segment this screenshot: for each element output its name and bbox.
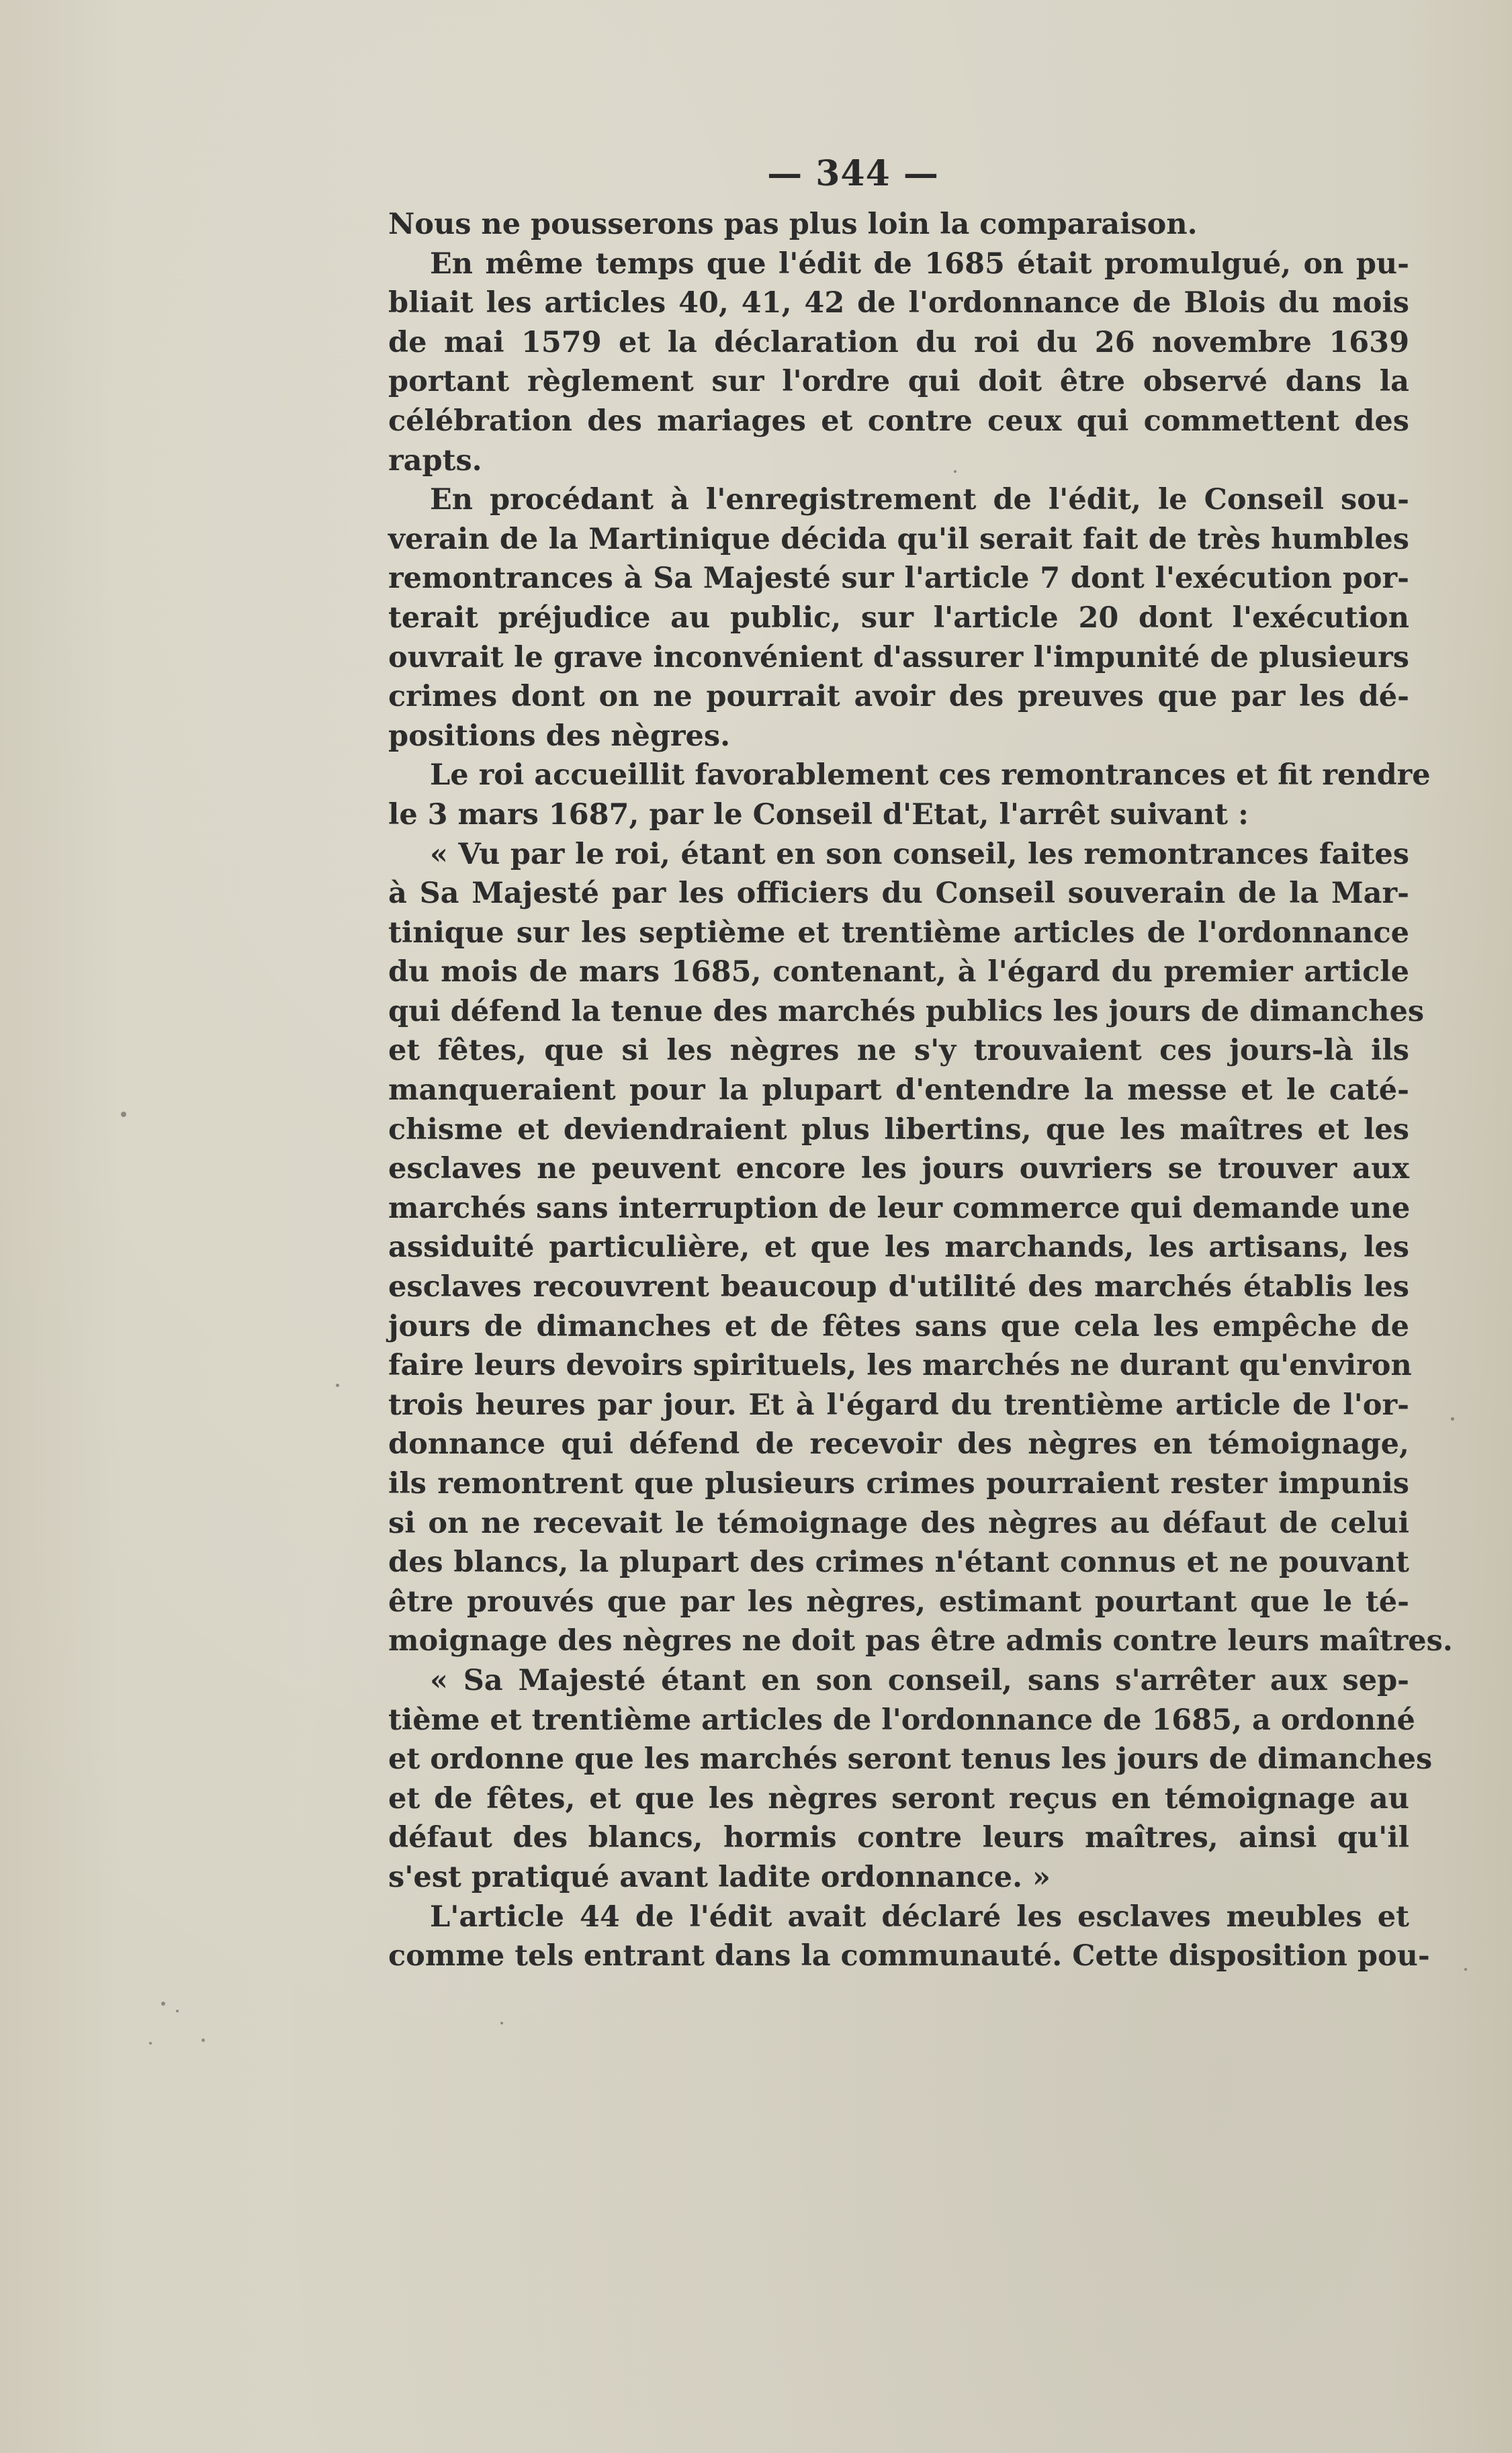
text-line: à Sa Majesté par les officiers du Conseil souverain de la Mar- [388, 877, 1409, 911]
text-line: ouvrait le grave inconvénient d'assurer l'impunité de plusieurs [388, 640, 1409, 674]
text-line: et ordonne que les marchés seront tenus les jours de dimanches [388, 1742, 1433, 1777]
text-line: remontrances à Sa Majesté sur l'article 7 dont l'exécution por- [388, 562, 1409, 596]
page-number: — 344 — [767, 153, 939, 194]
text-line: Le roi accueillit favorablement ces remontrances et fit rendre [430, 758, 1431, 793]
text-line: de mai 1579 et la déclaration du roi du 26 novembre 1639 [388, 325, 1409, 359]
text-line: verain de la Martinique décida qu'il serait fait de très humbles [388, 522, 1409, 556]
text-line: Nous ne pousserons pas plus loin la comparaison. [388, 208, 1198, 241]
text-line: portant règlement sur l'ordre qui doit être observé dans la [388, 365, 1409, 399]
text-line: manqueraient pour la plupart d'entendre la messe et le caté- [388, 1073, 1409, 1108]
text-line: tinique sur les septième et trentième articles de l'ordonnance [388, 916, 1409, 950]
text-line: rapts. [388, 443, 482, 478]
text-line: L'article 44 de l'édit avait déclaré les esclaves meubles et [430, 1900, 1409, 1934]
text-line: chisme et deviendraient plus libertins, que les maîtres et les [388, 1112, 1409, 1147]
text-line: jours de dimanches et de fêtes sans que cela les empêche de [388, 1309, 1409, 1343]
text-line: bliait les articles 40, 41, 42 de l'ordonnance de Blois du mois [388, 286, 1409, 320]
text-line: esclaves ne peuvent encore les jours ouvriers se trouver aux [388, 1152, 1409, 1186]
text-line: qui défend la tenue des marchés publics les jours de dimanches [388, 994, 1425, 1028]
text-line: défaut des blancs, hormis contre leurs maîtres, ainsi qu'il [388, 1821, 1409, 1855]
text-line: s'est pratiqué avant ladite ordonnance. » [388, 1860, 1051, 1894]
text-line: être prouvés que par les nègres, estimant pourtant que le té- [388, 1585, 1409, 1619]
text-line: donnance qui défend de recevoir des nègres en témoignage, [388, 1427, 1409, 1462]
text-line: esclaves recouvrent beaucoup d'utilité des marchés établis les [388, 1270, 1409, 1304]
text-line: En procédant à l'enregistrement de l'édit, le Conseil sou- [430, 483, 1409, 517]
text-line: faire leurs devoirs spirituels, les marchés ne durant qu'environ [388, 1349, 1412, 1383]
text-line: des blancs, la plupart des crimes n'étant connus et ne pouvant [388, 1546, 1409, 1580]
text-line: du mois de mars 1685, contenant, à l'égard du premier article [388, 955, 1409, 989]
text-line: assiduité particulière, et que les marchands, les artisans, les [388, 1231, 1409, 1265]
text-line: et de fêtes, et que les nègres seront reçus en témoignage au [388, 1781, 1409, 1816]
body-text [388, 205, 1453, 1976]
text-line: comme tels entrant dans la communauté. Cette disposition pou- [388, 1939, 1430, 1973]
text-line: célébration des mariages et contre ceux qui commettent des [388, 404, 1409, 438]
text-line: et fêtes, que si les nègres ne s'y trouvaient ces jours-là ils [388, 1034, 1409, 1068]
text-line: trois heures par jour. Et à l'égard du trentième article de l'or- [388, 1388, 1409, 1422]
text-line: « Vu par le roi, étant en son conseil, les remontrances faites [430, 837, 1409, 871]
text-line: marchés sans interruption de leur commerce qui demande une [388, 1191, 1411, 1225]
text-line: le 3 mars 1687, par le Conseil d'Etat, l'arrêt suivant : [388, 797, 1249, 832]
text-line: ils remontrent que plusieurs crimes pourraient rester impunis [388, 1467, 1409, 1501]
text-line: positions des nègres. [388, 719, 731, 753]
text-line: terait préjudice au public, sur l'article 20 dont l'exécution [388, 600, 1409, 635]
text-line: En même temps que l'édit de 1685 était promulgué, on pu- [430, 247, 1409, 281]
text-line: moignage des nègres ne doit pas être admis contre leurs maîtres. [388, 1624, 1453, 1658]
text-line: « Sa Majesté étant en son conseil, sans s'arrêter aux sep- [430, 1663, 1409, 1697]
text-line: si on ne recevait le témoignage des nègres au défaut de celui [388, 1506, 1409, 1540]
text-line: tième et trentième articles de l'ordonnance de 1685, a ordonné [388, 1703, 1415, 1737]
text-line: crimes dont on ne pourrait avoir des preuves que par les dé- [388, 680, 1409, 714]
